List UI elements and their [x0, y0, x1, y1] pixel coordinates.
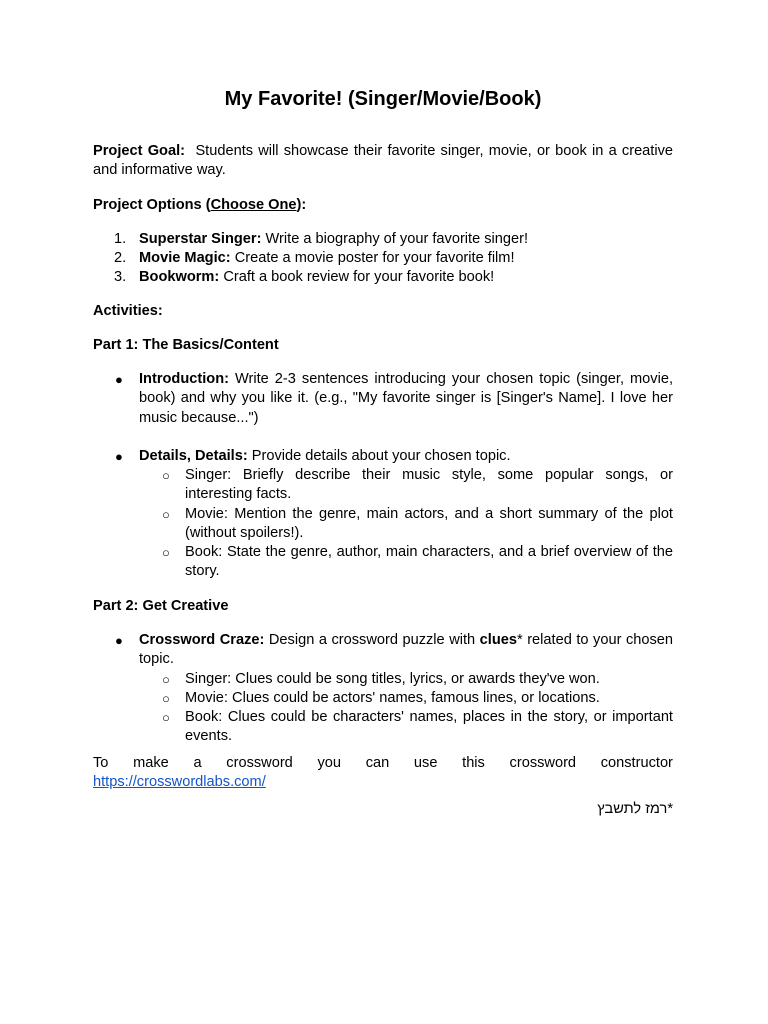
intro-bullet — [93, 370, 673, 428]
bullet-icon: ● — [115, 633, 123, 648]
details-subitem-movie — [93, 505, 673, 544]
sub-bullet-icon: ○ — [162, 507, 170, 522]
constructor-word: crossword — [226, 755, 293, 771]
subitem-text: Book: Clues could be characters' names, places in the story, or important events. — [185, 709, 673, 745]
constructor-word: this — [462, 755, 485, 771]
sub-bullet-icon: ○ — [162, 468, 170, 483]
part2-heading: Part 2: Get Creative — [93, 598, 229, 614]
option-text: Craft a book review for your favorite book! — [219, 269, 495, 285]
crossword-text-before: Design a crossword puzzle with — [264, 632, 480, 648]
details-bullet — [93, 447, 673, 466]
details-text: Provide details about your chosen topic. — [247, 448, 511, 464]
crossword-text-after: * related to your chosen topic. — [139, 632, 674, 668]
constructor-word: make — [133, 755, 169, 771]
sub-bullet-icon: ○ — [162, 710, 170, 725]
option-number: 1. — [114, 231, 127, 247]
sub-bullet-icon: ○ — [162, 691, 170, 706]
constructor-word: constructor — [600, 755, 673, 771]
crossword-subitem-singer — [93, 670, 673, 689]
option-title: Movie Magic: — [139, 250, 231, 266]
clues-word: clues — [479, 632, 517, 648]
crossword-subitem-movie — [93, 689, 673, 708]
activities-label: Activities: — [93, 303, 163, 319]
details-subitem-book — [93, 543, 673, 582]
bullet-icon: ● — [115, 372, 123, 387]
subitem-text: Singer: Briefly describe their music style, some popular songs, or interesting facts. — [185, 467, 673, 503]
option-title: Superstar Singer: — [139, 231, 262, 247]
subitem-text: Movie: Clues could be actors' names, famous lines, or locations. — [185, 690, 600, 706]
constructor-word: crossword — [509, 755, 577, 771]
subitem-text: Singer: Clues could be song titles, lyrics, or awards they've won. — [185, 671, 600, 687]
subitem-text: Movie: Mention the genre, main actors, and a short summary of the plot (without spoilers!). — [185, 506, 673, 542]
crosswordlabs-link[interactable]: https://crosswordlabs.com/ — [93, 774, 266, 790]
project-goal-text: Students will showcase their favorite singer, movie, or book in a creative and informative way. — [93, 143, 674, 179]
details-subitem-singer — [93, 466, 673, 505]
constructor-word: you — [317, 755, 342, 771]
option-text: Write a biography of your favorite singer! — [261, 231, 529, 247]
project-goal — [93, 142, 673, 181]
option-number: 2. — [114, 250, 127, 266]
option-text: Create a movie poster for your favorite film! — [230, 250, 515, 266]
hebrew-footnote: *רמז לתשבץ — [597, 801, 673, 817]
part1-heading: Part 1: The Basics/Content — [93, 337, 279, 353]
crossword-bullet — [93, 631, 673, 670]
option-number: 3. — [114, 269, 127, 285]
page-title: My Favorite! (Singer/Movie/Book) — [224, 88, 542, 110]
constructor-word: can — [365, 755, 390, 771]
sub-bullet-icon: ○ — [162, 672, 170, 687]
constructor-word: To — [93, 755, 109, 771]
project-goal-label: Project Goal: — [93, 143, 185, 159]
subitem-text: Book: State the genre, author, main characters, and a brief overview of the story. — [185, 544, 673, 580]
constructor-word: use — [413, 755, 438, 771]
crossword-label: Crossword Craze: — [139, 632, 265, 648]
project-options-label — [93, 196, 673, 215]
bullet-icon: ● — [115, 449, 123, 464]
constructor-line — [93, 754, 673, 773]
constructor-word: a — [193, 755, 202, 771]
sub-bullet-icon: ○ — [162, 545, 170, 560]
option-title: Bookworm: — [139, 269, 220, 285]
details-label: Details, Details: — [139, 448, 248, 464]
intro-text: Write 2-3 sentences introducing your chosen topic (singer, movie, book) and why you like it. (e.g., "My favorite singer is [Singer's Name]. I love her music because...") — [139, 371, 673, 426]
options-label-suffix: ): — [296, 197, 307, 213]
choose-one-text: Choose One — [210, 197, 297, 213]
options-label-prefix: Project Options ( — [93, 197, 211, 213]
constructor-link-line — [93, 773, 673, 792]
crossword-subitem-book — [93, 708, 673, 747]
intro-label: Introduction: — [139, 371, 229, 387]
